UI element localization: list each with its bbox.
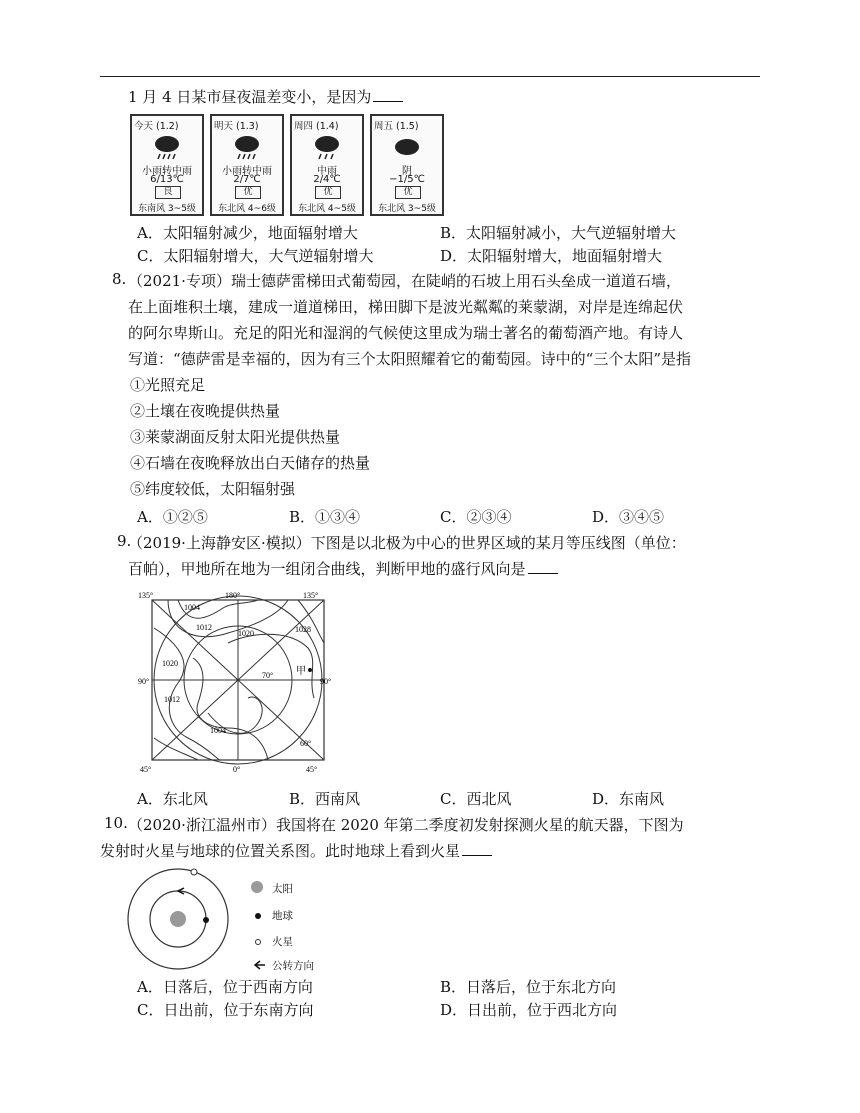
header-rule xyxy=(100,76,760,77)
q8-item-3: ③莱蒙湖面反射太阳光提供热量 xyxy=(130,428,341,446)
isobar-label: 1020 xyxy=(162,659,178,668)
q10-line-1: （2020·浙江温州市）我国将在 2020 年第二季度初发射探测火星的航天器，下图为 xyxy=(128,816,684,834)
q8-item-5: ⑤纬度较低，太阳辐射强 xyxy=(130,480,296,498)
q9-line-1: （2019·上海静安区·模拟）下图是以北极为中心的世界区域的某月等压线图（单位： xyxy=(128,534,686,552)
mars-legend-icon xyxy=(254,938,262,946)
rain-cloud-icon xyxy=(313,134,341,160)
lat-label-60: 60° xyxy=(300,739,312,748)
isobar-label: 1020 xyxy=(238,629,254,638)
card-wind: 东南风 3~5级 xyxy=(138,204,196,214)
lon-label-45-left: 45° xyxy=(140,765,152,774)
card-day: 明天 (1.3) xyxy=(214,121,259,132)
q8-item-2: ②土壤在夜晚提供热量 xyxy=(130,402,281,420)
isobar-label: 1004 xyxy=(210,726,226,735)
q10-option-d[interactable]: D．日出前，位于西北方向 xyxy=(440,1001,618,1019)
q10-number: 10. xyxy=(104,814,128,832)
q8-line-2: 在上面堆积土壤，建成一道道梯田，梯田脚下是波光粼粼的莱蒙湖，对岸是连绵起伏 xyxy=(128,298,684,316)
q7-stem xyxy=(128,86,403,107)
arrow-legend-icon xyxy=(252,960,266,970)
q8-line-3: 的阿尔卑斯山。充足的阳光和湿润的气候使这里成为瑞士著名的葡萄酒产地。有诗人 xyxy=(128,324,684,342)
rain-cloud-icon xyxy=(233,134,261,160)
q8-number: 8. xyxy=(112,270,127,288)
card-day: 今天 (1.2) xyxy=(134,121,179,132)
q10-option-a[interactable]: A．日落后，位于西南方向 xyxy=(137,978,313,996)
card-weather: 小雨转中雨 xyxy=(222,166,272,177)
mars-icon xyxy=(191,869,197,875)
answer-blank xyxy=(373,88,403,102)
lat-label-70: 70° xyxy=(262,671,274,680)
answer-blank xyxy=(462,842,492,856)
sun-icon xyxy=(170,911,186,927)
q7-option-b[interactable]: B．太阳辐射减小，大气逆辐射增大 xyxy=(440,224,677,242)
isobar-label: 1004 xyxy=(184,603,200,612)
q7-option-d[interactable]: D．太阳辐射增大，地面辐射增大 xyxy=(440,247,663,265)
q9-number: 9. xyxy=(117,532,132,550)
weather-card-3 xyxy=(290,114,364,216)
jia-label: 甲 xyxy=(296,666,306,677)
card-weather: 中雨 xyxy=(317,166,337,177)
card-day: 周五 (1.5) xyxy=(374,121,419,132)
legend-mars: 火星 xyxy=(272,936,293,948)
card-temp: −1/5℃ xyxy=(389,174,425,185)
card-wind: 东北风 4~6级 xyxy=(218,204,276,214)
isobar-1028 xyxy=(298,600,324,643)
earth-legend-icon xyxy=(254,912,262,920)
isobar-label: 1012 xyxy=(164,695,180,704)
card-wind: 东北风 4~5级 xyxy=(298,204,356,214)
lon-label-135-right: 135° xyxy=(303,591,319,600)
rain-cloud-icon xyxy=(153,134,181,160)
isobar-map xyxy=(138,588,338,776)
q10-line-2 xyxy=(100,840,492,861)
answer-blank xyxy=(528,560,558,574)
legend-earth: 地球 xyxy=(272,910,293,922)
cloud-icon xyxy=(393,134,421,160)
isobar-label: 1028 xyxy=(295,625,311,634)
lon-label-90-right: 90° xyxy=(320,677,332,686)
q9-line-2 xyxy=(128,558,558,579)
orbit-diagram xyxy=(126,866,236,972)
q9-option-d[interactable]: D．东南风 xyxy=(592,790,665,808)
earth-icon xyxy=(203,917,209,923)
weather-card-4 xyxy=(370,114,444,216)
q8-item-1: ①光照充足 xyxy=(130,376,206,394)
legend-revolution-direction: 公转方向 xyxy=(272,960,314,972)
isobar-label: 1012 xyxy=(196,623,212,632)
weather-card-2 xyxy=(210,114,284,216)
q8-option-c[interactable]: C．②③④ xyxy=(440,508,512,526)
q10-line-2-text: 发射时火星与地球的位置关系图。此时地球上看到火星 xyxy=(100,842,461,860)
q8-line-4: 写道：“德萨雷是幸福的，因为有三个太阳照耀着它的葡萄园。诗中的“三个太阳”是指 xyxy=(128,350,692,368)
sun-legend-icon xyxy=(250,880,264,894)
lon-label-180: 180° xyxy=(225,591,241,600)
card-temp: 2/4℃ xyxy=(313,174,341,185)
lon-label-90-left: 90° xyxy=(138,677,150,686)
lon-label-0: 0° xyxy=(233,765,241,774)
q8-option-a[interactable]: A．①②⑤ xyxy=(137,508,208,526)
isobar-1020-left xyxy=(154,628,220,760)
card-day: 周四 (1.4) xyxy=(294,121,339,132)
q7-option-a[interactable]: A．太阳辐射减少，地面辐射增大 xyxy=(137,224,358,242)
lon-label-45-right: 45° xyxy=(306,765,318,774)
q8-option-d[interactable]: D．③④⑤ xyxy=(592,508,665,526)
q9-option-b[interactable]: B．西南风 xyxy=(289,790,361,808)
q9-option-a[interactable]: A．东北风 xyxy=(137,790,208,808)
card-aqi: 优 xyxy=(315,186,341,199)
q9-line-2-text: 百帕），甲地所在地为一组闭合曲线，判断甲地的盛行风向是 xyxy=(128,560,526,578)
q10-option-b[interactable]: B．日落后，位于东北方向 xyxy=(440,978,617,996)
card-temp: 2/7℃ xyxy=(233,174,261,185)
lon-label-135-left: 135° xyxy=(138,591,154,600)
q8-item-4: ④石墙在夜晚释放出白天储存的热量 xyxy=(130,454,371,472)
legend-sun: 太阳 xyxy=(272,883,293,895)
q9-option-c[interactable]: C．西北风 xyxy=(440,790,512,808)
q10-option-c[interactable]: C．日出前，位于东南方向 xyxy=(137,1001,314,1019)
q7-option-c[interactable]: C．太阳辐射增大，大气逆辐射增大 xyxy=(137,247,374,265)
q7-stem-text: 1 月 4 日某市昼夜温差变小，是因为 xyxy=(128,88,372,106)
card-temp: 6/13℃ xyxy=(150,174,184,185)
jia-point xyxy=(308,668,312,672)
weather-card-1 xyxy=(130,114,204,216)
isobar-edge xyxy=(154,738,198,760)
card-weather: 阴 xyxy=(402,166,412,177)
q8-line-1: （2021·专项）瑞士德萨雷梯田式葡萄园，在陡峭的石坡上用石头垒成一道道石墙， xyxy=(128,272,681,290)
card-wind: 东北风 3~5级 xyxy=(378,204,436,214)
q8-option-b[interactable]: B．①③④ xyxy=(289,508,361,526)
card-aqi: 优 xyxy=(395,186,421,199)
card-aqi: 良 xyxy=(155,186,181,199)
card-weather: 小雨转中雨 xyxy=(142,166,192,177)
card-aqi: 优 xyxy=(235,186,261,199)
